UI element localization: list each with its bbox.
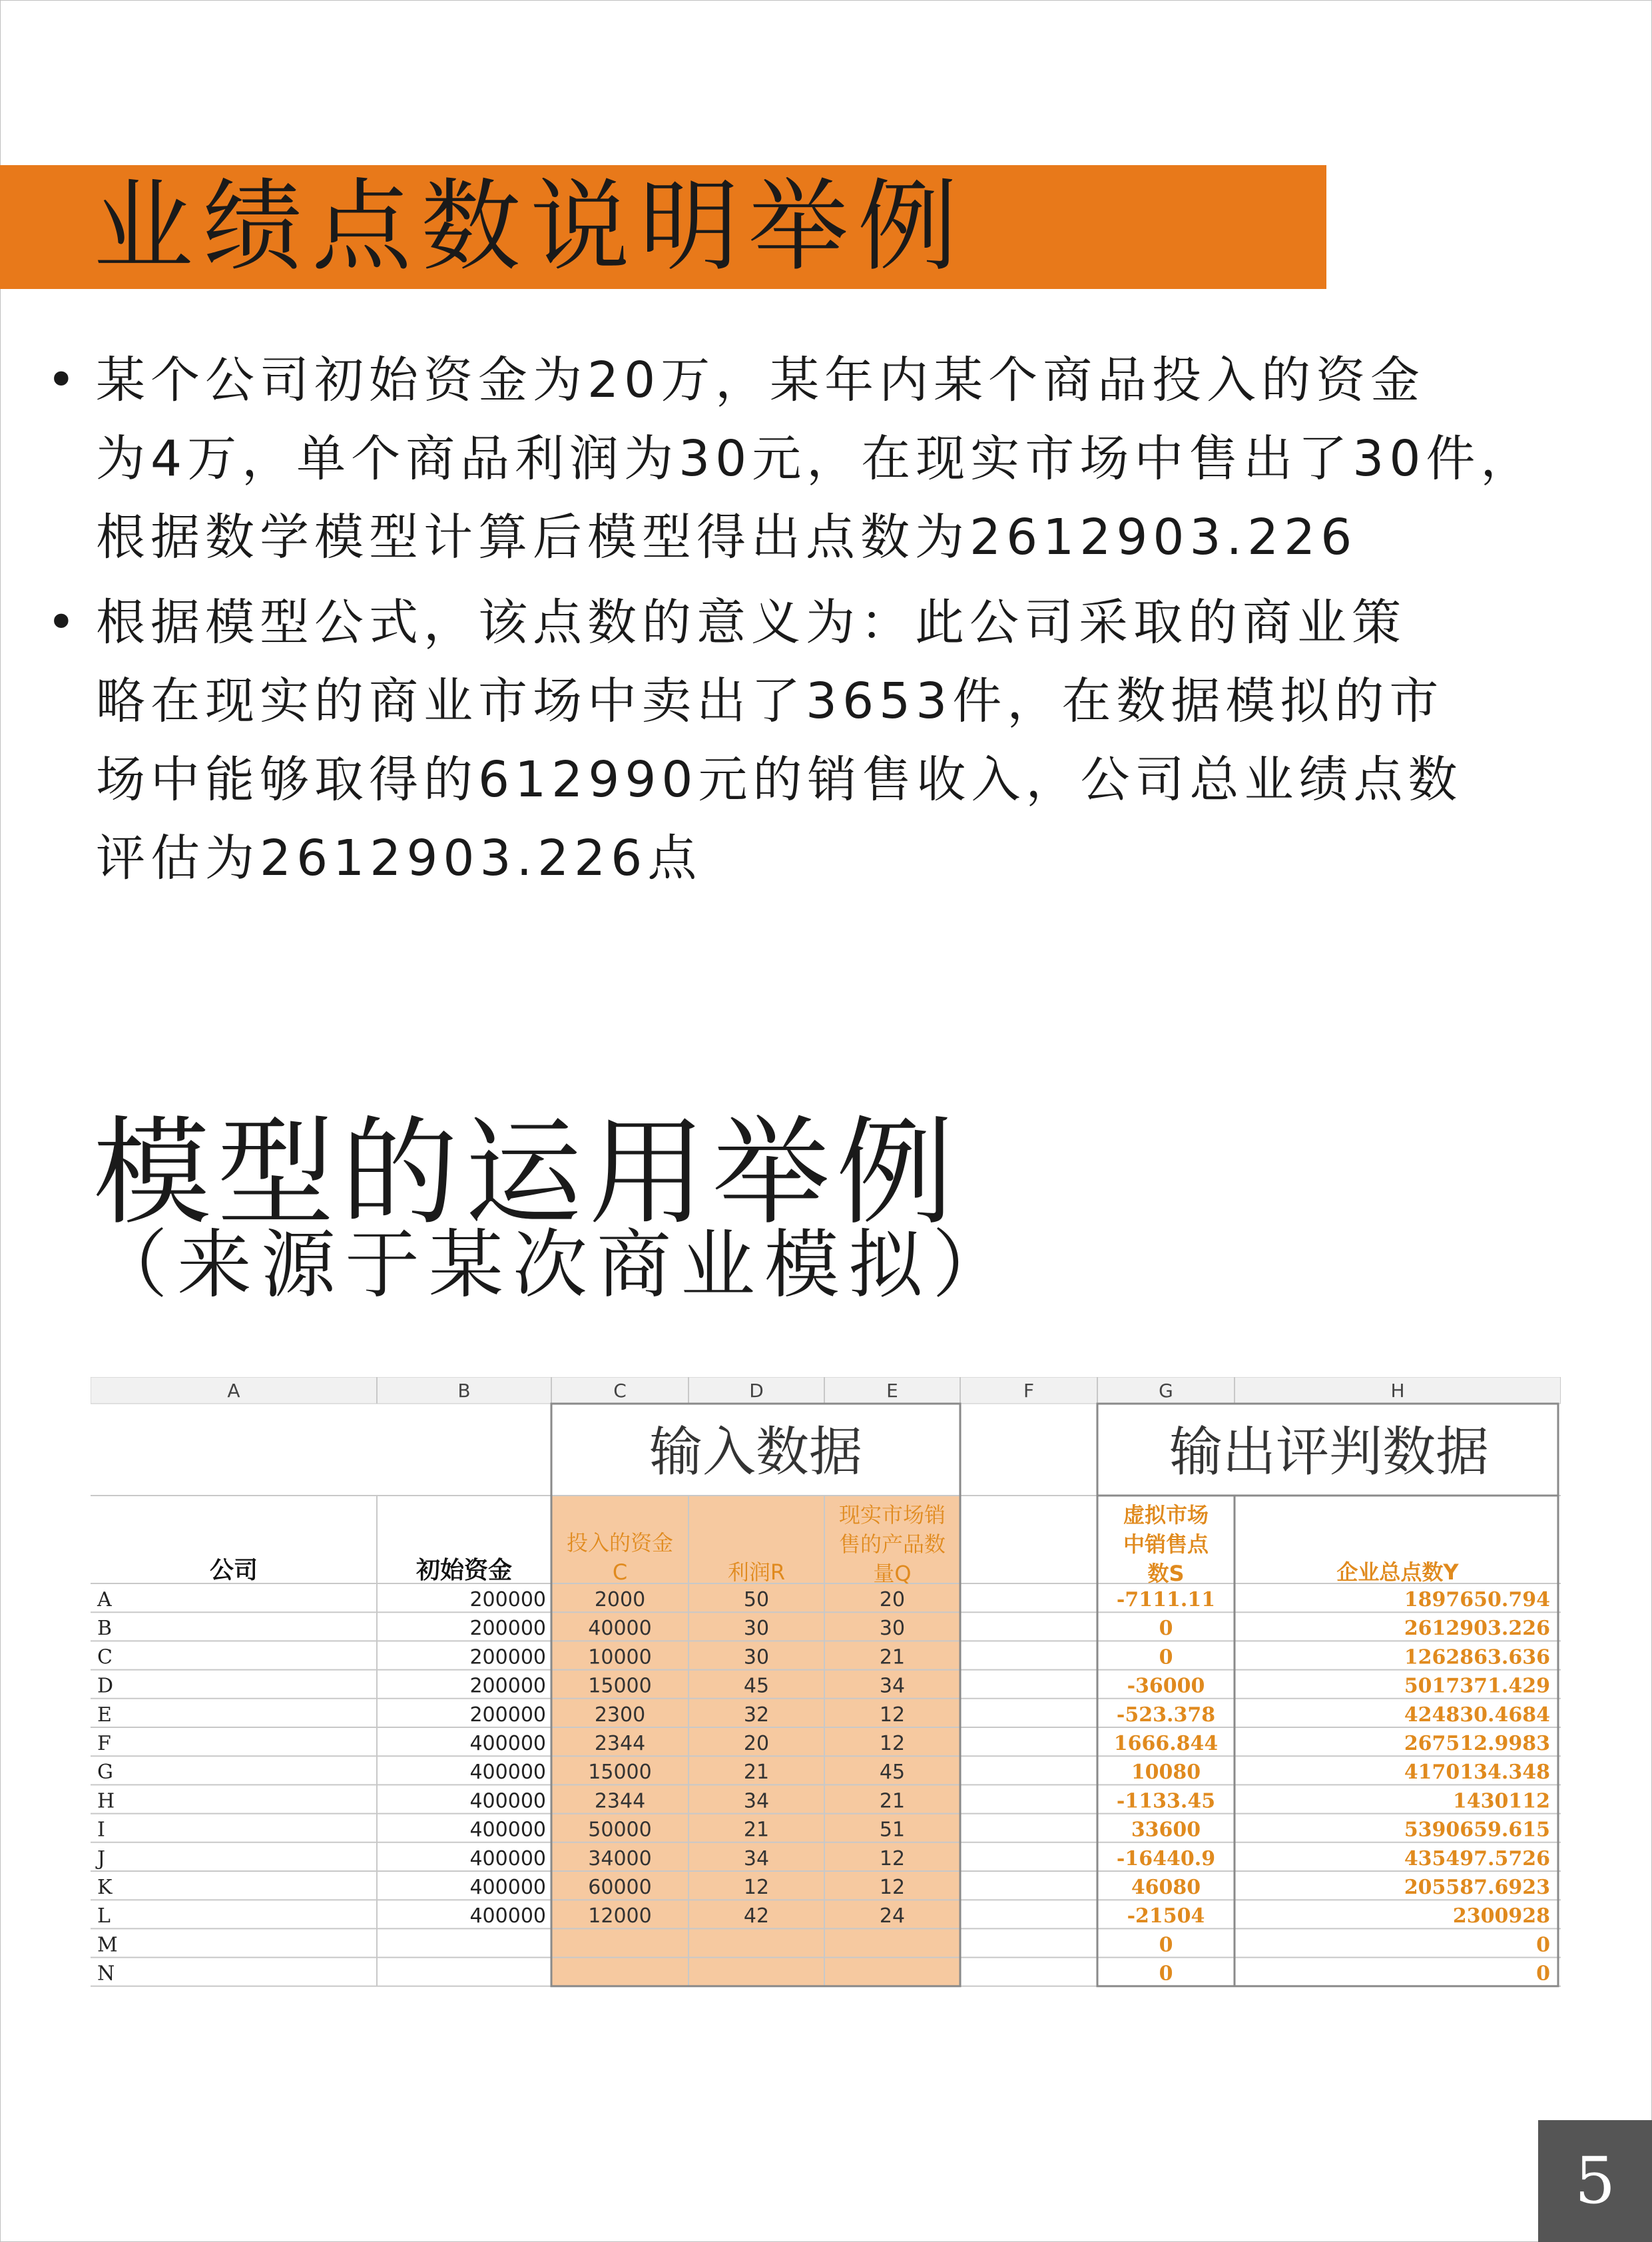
cell-virtual-points: 0	[1159, 1617, 1173, 1641]
cell-investment: 15000	[588, 1674, 652, 1698]
cell-units-sold: 45	[879, 1761, 906, 1785]
cell-virtual-points: 1666.844	[1113, 1732, 1219, 1755]
page-title: 业绩点数说明举例	[93, 169, 967, 285]
cell-initial-capital: 200000	[469, 1617, 546, 1641]
spreadsheet-screenshot	[91, 1377, 1561, 2003]
cell-virtual-points: 0	[1159, 1645, 1173, 1669]
header-virtual-points: 数S	[1147, 1561, 1185, 1586]
cell-initial-capital: 400000	[469, 1732, 546, 1755]
cell-virtual-points: -7111.11	[1116, 1588, 1216, 1611]
cell-units-sold: 12	[879, 1703, 906, 1727]
page-number: 5	[1538, 2120, 1652, 2242]
header-initial-capital: 初始资金	[415, 1557, 513, 1584]
input-data-title: 输入数据	[649, 1421, 862, 1483]
cell-company: F	[97, 1732, 111, 1755]
cell-total-points: 4170134.348	[1404, 1761, 1550, 1785]
column-letter: H	[1390, 1380, 1405, 1402]
cell-initial-capital: 400000	[469, 1761, 546, 1785]
cell-total-points: 435497.5726	[1404, 1846, 1550, 1870]
cell-initial-capital: 200000	[469, 1703, 546, 1727]
header-profit: 利润R	[727, 1559, 786, 1585]
column-letter: D	[749, 1380, 764, 1402]
cell-units-sold: 12	[879, 1732, 906, 1755]
cell-company: A	[97, 1588, 112, 1611]
cell-profit: 32	[743, 1703, 770, 1727]
cell-initial-capital: 200000	[469, 1588, 546, 1611]
cell-company: M	[97, 1933, 118, 1957]
column-letter: F	[1023, 1380, 1035, 1402]
bullet-line: 根据数学模型计算后模型得出点数为2612903.226	[96, 509, 1358, 566]
cell-profit: 42	[743, 1904, 770, 1928]
column-letter: C	[613, 1380, 627, 1402]
cell-virtual-points: -21504	[1127, 1904, 1205, 1928]
bullet-line: 根据模型公式，该点数的意义为：此公司采取的商业策	[96, 594, 1406, 651]
cell-company: D	[97, 1674, 114, 1698]
section-title: 模型的运用举例	[93, 1105, 961, 1241]
cell-units-sold: 12	[879, 1846, 906, 1870]
cell-profit: 30	[743, 1645, 770, 1669]
cell-company: K	[97, 1876, 113, 1899]
cell-initial-capital: 400000	[469, 1789, 546, 1813]
cell-company: I	[97, 1818, 105, 1842]
cell-units-sold: 24	[879, 1904, 906, 1928]
cell-total-points: 1897650.794	[1404, 1588, 1550, 1611]
cell-units-sold: 30	[879, 1617, 906, 1641]
header-investment: 投入的资金	[566, 1530, 674, 1555]
column-letter: B	[457, 1380, 471, 1402]
bullet-line: 略在现实的商业市场中卖出了3653件，在数据模拟的市	[96, 673, 1444, 730]
cell-investment: 2000	[594, 1588, 646, 1611]
cell-virtual-points: -16440.9	[1116, 1846, 1216, 1870]
column-header-bar	[91, 1377, 1561, 1404]
cell-investment: 34000	[588, 1846, 652, 1870]
bullet-dot-icon: •	[47, 352, 81, 409]
cell-total-points: 2612903.226	[1404, 1617, 1550, 1641]
cell-total-points: 1262863.636	[1404, 1645, 1550, 1669]
column-letter: A	[227, 1380, 240, 1402]
cell-total-points: 424830.4684	[1404, 1703, 1550, 1727]
header-virtual-points: 中销售点	[1123, 1532, 1209, 1557]
cell-profit: 20	[743, 1732, 770, 1755]
cell-total-points: 267512.9983	[1404, 1732, 1550, 1755]
cell-total-points: 5390659.615	[1404, 1818, 1550, 1842]
cell-initial-capital: 400000	[469, 1876, 546, 1899]
cell-company: G	[97, 1761, 113, 1785]
cell-units-sold: 20	[879, 1588, 906, 1611]
bullet-line: 某个公司初始资金为20万，某年内某个商品投入的资金	[96, 352, 1426, 409]
cell-total-points: 2300928	[1452, 1904, 1550, 1928]
cell-profit: 34	[743, 1789, 770, 1813]
cell-investment: 15000	[588, 1761, 652, 1785]
bullet-dot-icon: •	[47, 594, 81, 651]
header-virtual-points: 虚拟市场	[1123, 1502, 1209, 1528]
cell-virtual-points: -523.378	[1116, 1703, 1216, 1727]
cell-units-sold: 21	[879, 1645, 906, 1669]
cell-initial-capital: 400000	[469, 1818, 546, 1842]
cell-company: B	[97, 1617, 113, 1641]
section-subtitle: （来源于某次商业模拟）	[93, 1222, 1016, 1308]
cell-virtual-points: -36000	[1127, 1674, 1205, 1698]
cell-units-sold: 12	[879, 1876, 906, 1899]
bullet-item	[47, 583, 1631, 898]
cell-profit: 50	[743, 1588, 770, 1611]
cell-company: L	[97, 1904, 111, 1928]
cell-company: N	[97, 1962, 115, 1986]
cell-initial-capital: 200000	[469, 1674, 546, 1698]
cell-virtual-points: 46080	[1131, 1876, 1201, 1899]
cell-total-points: 0	[1536, 1933, 1550, 1957]
cell-investment: 12000	[588, 1904, 652, 1928]
cell-units-sold: 51	[879, 1818, 906, 1842]
column-letter: E	[886, 1380, 898, 1402]
header-units-sold: 现实市场销	[838, 1502, 946, 1528]
cell-investment: 2344	[594, 1732, 646, 1755]
cell-units-sold: 34	[879, 1674, 906, 1698]
cell-profit: 45	[743, 1674, 770, 1698]
cell-total-points: 1430112	[1452, 1789, 1550, 1813]
bullet-line: 为4万，单个商品利润为30元，在现实市场中售出了30件，	[96, 430, 1535, 487]
cell-units-sold: 21	[879, 1789, 906, 1813]
bullet-line: 评估为2612903.226点	[96, 830, 702, 887]
cell-investment: 2344	[594, 1789, 646, 1813]
cell-profit: 34	[743, 1846, 770, 1870]
spreadsheet-grid	[91, 1377, 1561, 2003]
bullet-item	[47, 341, 1631, 577]
cell-investment: 50000	[588, 1818, 652, 1842]
bullet-list	[47, 341, 1631, 904]
header-units-sold: 售的产品数	[838, 1532, 946, 1557]
cell-virtual-points: 33600	[1131, 1818, 1201, 1842]
cell-investment: 40000	[588, 1617, 652, 1641]
cell-investment: 2300	[594, 1703, 646, 1727]
cell-profit: 21	[743, 1761, 770, 1785]
bullet-line: 场中能够取得的612990元的销售收入，公司总业绩点数	[96, 751, 1463, 808]
cell-company: H	[97, 1789, 115, 1813]
cell-investment: 10000	[588, 1645, 652, 1669]
cell-initial-capital: 400000	[469, 1904, 546, 1928]
cell-total-points: 0	[1536, 1962, 1550, 1986]
cell-profit: 30	[743, 1617, 770, 1641]
cell-company: J	[97, 1846, 106, 1870]
cell-total-points: 5017371.429	[1404, 1674, 1550, 1698]
cell-virtual-points: 0	[1159, 1933, 1173, 1957]
cell-profit: 21	[743, 1818, 770, 1842]
cell-initial-capital: 200000	[469, 1645, 546, 1669]
title-banner	[0, 165, 1326, 289]
cell-virtual-points: 0	[1159, 1962, 1173, 1986]
cell-virtual-points: -1133.45	[1116, 1789, 1216, 1813]
header-units-sold: 量Q	[873, 1561, 912, 1586]
cell-total-points: 205587.6923	[1404, 1876, 1550, 1899]
header-total-points: 企业总点数Y	[1336, 1559, 1459, 1585]
column-letter: G	[1159, 1380, 1173, 1402]
output-data-title: 输出评判数据	[1169, 1421, 1489, 1483]
header-investment: C	[612, 1559, 628, 1585]
cell-profit: 12	[743, 1876, 770, 1899]
cell-company: E	[97, 1703, 112, 1727]
cell-investment: 60000	[588, 1876, 652, 1899]
cell-initial-capital: 400000	[469, 1846, 546, 1870]
cell-virtual-points: 10080	[1131, 1761, 1201, 1785]
header-company: 公司	[209, 1557, 258, 1584]
cell-company: C	[97, 1645, 113, 1669]
